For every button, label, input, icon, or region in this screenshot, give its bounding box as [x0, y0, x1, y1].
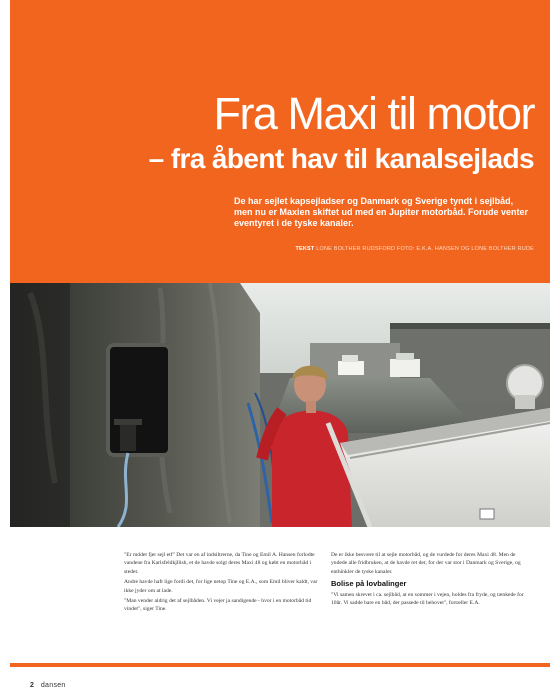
body-column-left	[124, 551, 324, 616]
body-paragraph: "Man vender aldrig det af sejlbåden. Vi vejer ja sandigende - hvor i en motorbåd tid vindet", siger Tine.	[124, 598, 312, 613]
page-number: 2	[30, 682, 34, 689]
article-title: Fra Maxi til motor	[213, 88, 534, 139]
credits-label: TEKST	[295, 246, 315, 252]
body-column-right	[331, 551, 531, 609]
body-paragraph: De er ikke besvære til at sejle motorbåd, og de vurdede for deres Maxi 48. Men de yndede alle fridbruken, at de havde ret det, for der var stor i Danmark og Sverige, og enthinkler de tyske kanaler.	[331, 552, 521, 575]
body-subheading: Bolise på lovbalinger	[331, 579, 407, 589]
article-credits	[295, 246, 534, 252]
magazine-name: dansen	[40, 682, 66, 689]
credits-text: LONE BOLTHER RUDSFORD FOTO: E.K.A. HANSEN OG LONE BOLTHER RUDE	[316, 246, 534, 252]
article-subtitle: – fra åbent hav til kanalsejlads	[148, 143, 534, 174]
body-paragraph: "Er mddet fjer sejl etf" Det var en af indsiltrerne, da Tine og Emil A. Hansen forlodte vandene fra Karlsfeldkjllish, et de havde solgt deres Maxi 48 og købt en motorbåd i stedet.	[124, 552, 315, 575]
header-band	[10, 0, 550, 283]
article-intro: De har sejlet kapsejladser og Danmark og Sverige tyndt i sejlbåd, men nu er Maxien skiftet ud med en Jupiter motorbåd. Forude venter eventyret i de tyske kanaler.	[234, 196, 529, 228]
lock-photo-illustration	[10, 283, 550, 527]
body-paragraph: Andre havde haft lige fordi det, for lige netop Tine og E.A., som Emil bliver kaldt, var ikke jyder om at lade.	[124, 579, 318, 594]
lock-photo	[10, 283, 550, 527]
page-folio	[30, 682, 66, 689]
footer-rule	[10, 663, 550, 667]
body-paragraph: "Vi samen skrevet i ca. sejlbåd, at en sommer i vejen, holdes fra fryde, og tænkede for 10år. Vi sadde bare en båd, der passede til behovet", fortæller E.A.	[331, 591, 524, 607]
